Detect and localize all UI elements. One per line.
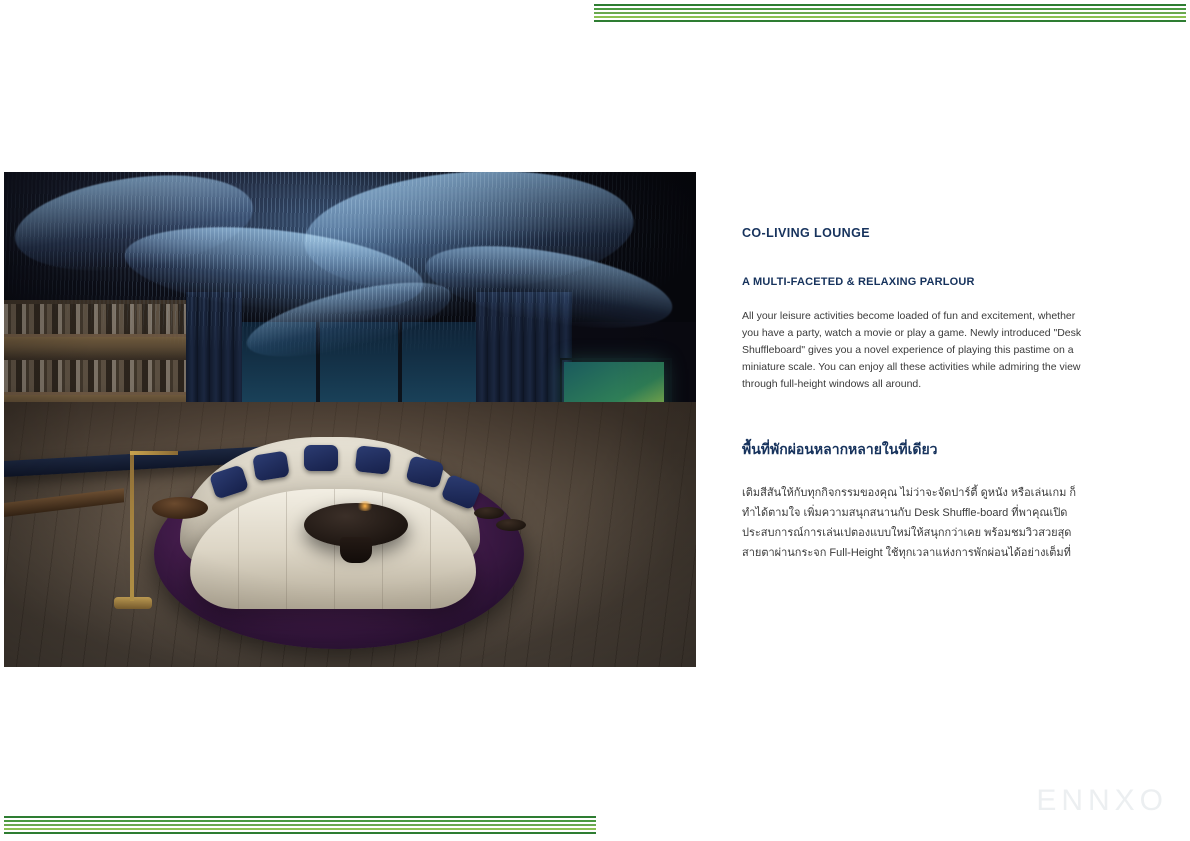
- floor-lamp-pole: [130, 451, 134, 601]
- cushion: [304, 445, 338, 471]
- green-stripe-rule-bottom-left: [4, 816, 596, 834]
- stripe-line: [990, 20, 1186, 22]
- green-stripe-rule-top-right: [990, 4, 1186, 22]
- stripe-line: [990, 12, 1186, 14]
- stool: [496, 519, 526, 531]
- body-text-thai: เติมสีสันให้กับทุกกิจกรรมของคุณ ไม่ว่าจะจัดปาร์ตี้ ดูหนัง หรือเล่นเกม ก็ทำได้ตามใจ เพิ่มความสนุกสนานกับ Desk Shuffle-board ที่พาคุณเปิดประสบการณ์การเล่นเปตองแบบใหม่ให้สนุกกว่าเคย พร้อมชมวิวสวยสุดสายตาผ่านกระจก Full-Height ใช้ทุกเวลาแห่งการพักผ่อนได้อย่างเต็มที่: [742, 487, 1077, 559]
- stripe-line: [4, 820, 596, 822]
- green-stripe-rule-top-left: [594, 4, 990, 22]
- text-column: [742, 226, 1086, 563]
- stool: [474, 507, 504, 519]
- body-text-english: All your leisure activities become loaded of fun and excitement, whether you have a party, watch a movie or play a game. Newly introduced "Desk Shuffleboard" gives you a novel experience of playing this pastime on a miniature scale. You can enjoy all these activities while admiring the view through full-height windows all around.: [742, 310, 1082, 390]
- stripe-line: [990, 16, 1186, 18]
- section-subhead: A MULTI-FACETED & RELAXING PARLOUR: [742, 276, 975, 288]
- lounge-hero-image: [4, 172, 696, 667]
- section-heading-thai: พื้นที่พักผ่อนหลากหลายในที่เดียว: [742, 441, 938, 457]
- stripe-line: [594, 8, 990, 10]
- coffee-table-base: [340, 537, 372, 563]
- side-table: [152, 497, 208, 519]
- brand-watermark: ENNXO: [1036, 784, 1168, 817]
- stripe-line: [594, 16, 990, 18]
- stripe-line: [4, 824, 596, 826]
- stripe-line: [594, 4, 990, 6]
- table-candle-light: [356, 501, 374, 511]
- stripe-line: [594, 12, 990, 14]
- stripe-line: [990, 8, 1186, 10]
- stripe-line: [4, 832, 596, 834]
- stripe-line: [594, 20, 990, 22]
- hero-illustration: [4, 172, 696, 667]
- cushion: [355, 445, 392, 474]
- stripe-line: [4, 816, 596, 818]
- stripe-line: [4, 828, 596, 830]
- stripe-line: [990, 4, 1186, 6]
- floor-lamp-arm: [130, 451, 178, 455]
- cushion: [252, 451, 290, 482]
- section-eyebrow: CO-LIVING LOUNGE: [742, 226, 870, 240]
